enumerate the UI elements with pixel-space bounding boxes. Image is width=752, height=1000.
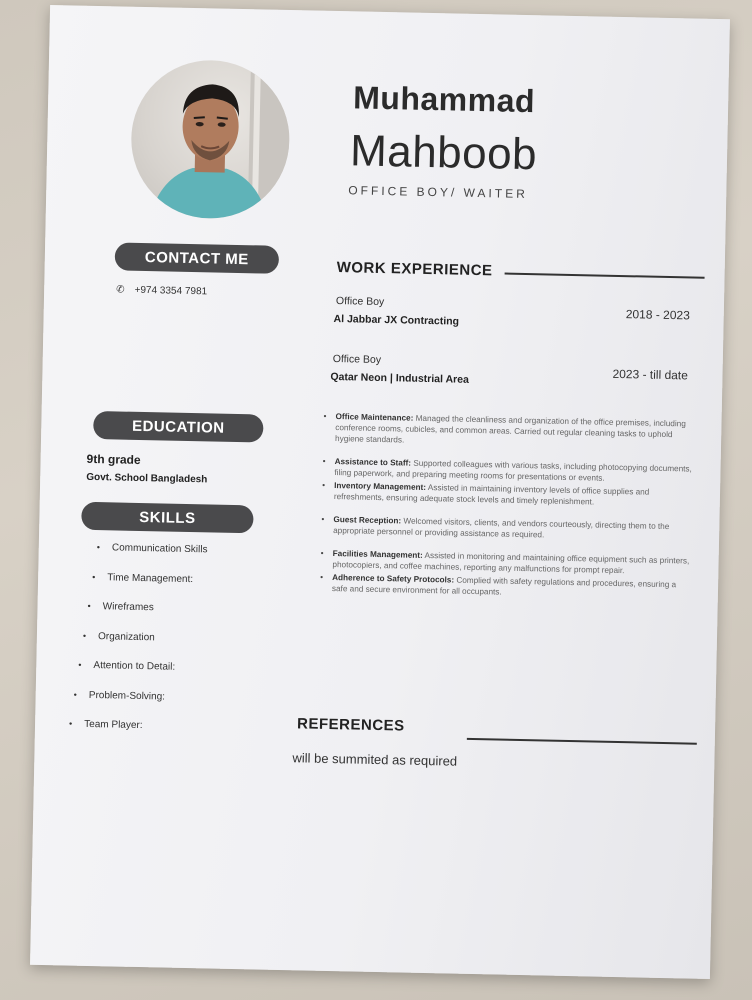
phone-number: +974 3354 7981 — [134, 284, 208, 298]
job-role: OFFICE BOY/ WAITER — [348, 183, 528, 202]
skill-item: • Time Management: — [58, 571, 279, 605]
job-company: Al Jabbar JX Contracting — [333, 312, 460, 328]
last-name: Mahboob — [349, 126, 538, 180]
profile-photo — [130, 59, 291, 220]
duties-list — [318, 411, 696, 602]
job-dates: 2023 - till date — [612, 366, 689, 383]
education-grade: 9th grade — [86, 451, 141, 467]
duty-text: Assisted in maintaining inventory levels of office supplies and refreshments, ensuring adequate stock levels and timely replenishment. — [333, 483, 650, 507]
duty-label: Facilities Management: — [332, 549, 423, 560]
skill-item: • Communication Skills — [58, 541, 279, 575]
duty-label: Inventory Management: — [334, 481, 427, 492]
contact-heading: CONTACT ME — [115, 242, 280, 273]
phone-icon: ✆ — [116, 284, 125, 296]
duty-text: Managed the cleanliness and organization of the office premises, including conference rooms, cubicles, and common areas. Carried out regular cleaning tasks to uphold hygiene standards. — [335, 413, 686, 445]
duty-text: Welcomed visitors, clients, and vendors courteously, directing them to the appropriate personnel or providing assistance as required. — [333, 516, 670, 540]
education-heading: EDUCATION — [93, 411, 264, 443]
work-experience-heading: WORK EXPERIENCE — [336, 259, 493, 280]
phone-row — [116, 284, 207, 297]
references-text: will be summited as required — [292, 750, 458, 769]
duty-label: Adherence to Safety Protocols: — [332, 573, 455, 585]
job-company: Qatar Neon | Industrial Area — [330, 370, 469, 386]
job-position: Office Boy — [332, 352, 382, 366]
work-divider — [505, 273, 705, 279]
skills-list — [55, 541, 279, 752]
duty-item — [321, 411, 696, 452]
duty-text: Assisted in monitoring and maintaining office equipment such as printers, photocopiers, and coffee machines, reporting any malfunctions for prompt repair. — [332, 550, 690, 576]
references-heading: REFERENCES — [296, 715, 405, 735]
skills-heading: SKILLS — [81, 502, 254, 534]
duty-text: Complied with safety regulations and procedures, ensuring a safe and secure environment for all occupants. — [331, 575, 677, 597]
skill-item: • Organization — [56, 630, 277, 664]
skill-item: • Problem-Solving: — [55, 689, 276, 723]
duty-label: Assistance to Staff: — [334, 457, 412, 468]
skill-item: • Team Player: — [55, 718, 276, 752]
references-divider — [467, 738, 697, 744]
duty-text: Supported colleagues with various tasks, including photocopying documents, filing paperwork, and preparing meeting rooms for presentations or events. — [334, 458, 692, 483]
duty-label: Guest Reception: — [333, 515, 402, 526]
first-name: Muhammad — [352, 79, 536, 120]
resume-page — [30, 5, 730, 979]
skill-item: • Wireframes — [57, 600, 278, 634]
job-dates: 2018 - 2023 — [625, 307, 690, 323]
duty-item — [319, 514, 693, 544]
job-position: Office Boy — [335, 295, 385, 309]
education-school: Govt. School Bangladesh — [86, 471, 208, 486]
skill-item: • Attention to Detail: — [56, 659, 277, 693]
duty-label: Office Maintenance: — [335, 412, 414, 423]
